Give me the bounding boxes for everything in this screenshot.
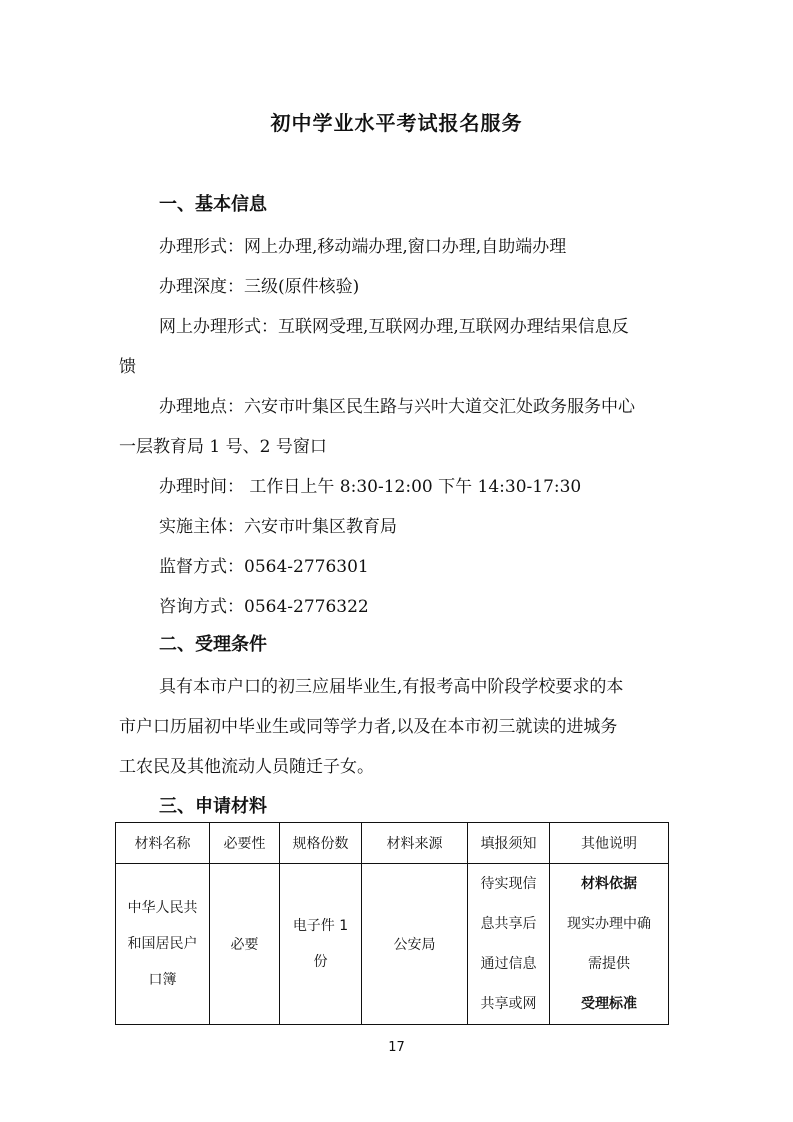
table-header-row — [116, 823, 669, 864]
col-header-other: 其他说明 — [550, 823, 669, 864]
notes-cell: 待实现信 息共享后 通过信息 共享或网 — [468, 864, 550, 1025]
conditions-line3: 工农民及其他流动人员随迁子女。 — [119, 757, 374, 777]
handling-form: 办理形式：网上办理,移动端办理,窗口办理,自助端办理 — [159, 237, 567, 257]
spec-cell: 电子件 1 份 — [280, 864, 362, 1025]
handling-depth: 办理深度：三级(原件核验) — [159, 277, 360, 297]
section-heading-basic-info: 一、基本信息 — [159, 194, 267, 215]
online-form-line2: 馈 — [119, 357, 136, 377]
supervision-phone: 监督方式：0564-2776301 — [159, 557, 369, 577]
table-row — [116, 864, 669, 1025]
col-header-source: 材料来源 — [362, 823, 468, 864]
online-form-line1: 网上办理形式：互联网受理,互联网办理,互联网办理结果信息反 — [159, 317, 629, 337]
col-header-notes: 填报须知 — [468, 823, 550, 864]
col-header-name: 材料名称 — [116, 823, 210, 864]
material-name-cell: 中华人民共 和国居民户 口簿 — [116, 864, 210, 1025]
consult-phone: 咨询方式：0564-2776322 — [159, 597, 369, 617]
implementing-entity: 实施主体：六安市叶集区教育局 — [159, 517, 397, 537]
conditions-line2: 市户口历届初中毕业生或同等学力者,以及在本市初三就读的进城务 — [119, 717, 618, 737]
handling-time: 办理时间： 工作日上午 8:30-12:00 下午 14:30-17:30 — [159, 477, 582, 497]
conditions-line1: 具有本市户口的初三应届毕业生,有报考高中阶段学校要求的本 — [159, 677, 624, 697]
section-heading-conditions: 二、受理条件 — [159, 634, 267, 655]
col-header-necessity: 必要性 — [210, 823, 280, 864]
section-heading-materials: 三、申请材料 — [159, 796, 267, 817]
location-line1: 办理地点：六安市叶集区民生路与兴叶大道交汇处政务服务中心 — [159, 397, 635, 417]
page-number: 17 — [388, 1040, 405, 1055]
location-line2: 一层教育局 1 号、2 号窗口 — [119, 437, 327, 457]
source-cell: 公安局 — [362, 864, 468, 1025]
materials-table — [115, 822, 669, 1025]
other-notes-cell: 材料依据 现实办理中确 需提供 受理标准 — [550, 864, 669, 1025]
necessity-cell: 必要 — [210, 864, 280, 1025]
page-title: 初中学业水平考试报名服务 — [270, 111, 523, 135]
col-header-spec: 规格份数 — [280, 823, 362, 864]
